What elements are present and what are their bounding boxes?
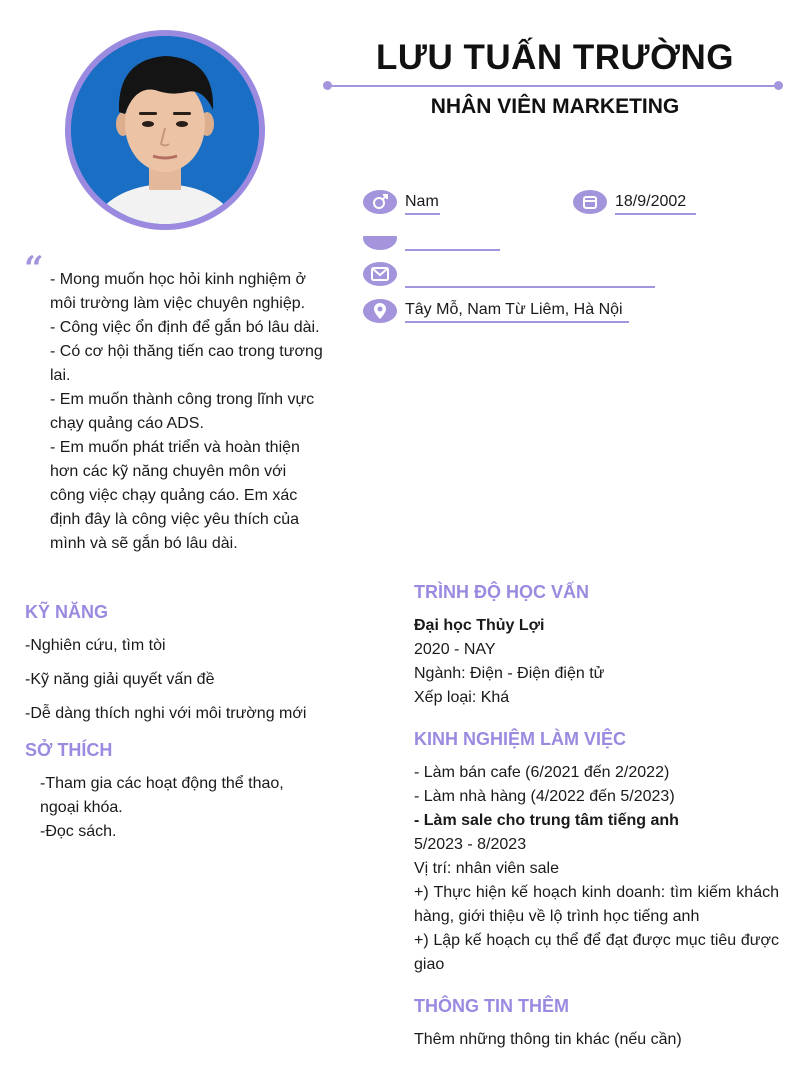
- education-heading: TRÌNH ĐỘ HỌC VẤN: [414, 582, 589, 602]
- hobby-item: -Đọc sách.: [40, 823, 117, 840]
- gender-icon: [363, 190, 397, 214]
- experience-period: 5/2023 - 8/2023: [414, 836, 527, 853]
- rule-dot-right: [774, 81, 783, 90]
- skill-item: -Nghiên cứu, tìm tòi: [25, 637, 166, 654]
- education-rank: Xếp loại: Khá: [414, 689, 510, 706]
- skill-item: -Kỹ năng giải quyết vấn đề: [25, 671, 215, 688]
- profile-photo: [71, 36, 259, 224]
- objective-line: - Có cơ hội thăng tiến cao trong tương lai.: [50, 343, 323, 384]
- email-underline: [405, 286, 655, 288]
- experience-job: - Làm nhà hàng (4/2022 đến 5/2023): [414, 788, 675, 805]
- extra-text: Thêm những thông tin khác (nếu cần): [414, 1031, 682, 1048]
- extra-heading: THÔNG TIN THÊM: [414, 996, 569, 1016]
- experience-task: +) Thực hiện kế hoạch kinh doanh: tìm kiếm khách hàng, giới thiệu về lộ trình học tiếng anh: [414, 884, 779, 925]
- profile-photo-frame: [65, 30, 265, 230]
- quote-icon: “: [24, 249, 44, 289]
- address-underline: [405, 321, 629, 323]
- skill-item: -Dễ dàng thích nghi với môi trường mới: [25, 705, 307, 722]
- experience-task: +) Lập kế hoạch cụ thể để đạt được mục tiêu được giao: [414, 932, 779, 973]
- hobby-item: -Tham gia các hoạt động thể thao, ngoại khóa.: [40, 775, 284, 816]
- experience-job: - Làm bán cafe (6/2021 đến 2/2022): [414, 764, 670, 781]
- gender-value: Nam: [405, 193, 439, 210]
- school-name: Đại học Thủy Lợi: [414, 617, 545, 634]
- birthday-underline: [615, 213, 696, 215]
- objective-line: - Công việc ổn định để gắn bó lâu dài.: [50, 319, 320, 336]
- experience-job-highlight: - Làm sale cho trung tâm tiếng anh: [414, 812, 679, 829]
- objective-line: - Em muốn thành công trong lĩnh vực chạy quảng cáo ADS.: [50, 391, 315, 432]
- address-value: Tây Mỗ, Nam Từ Liêm, Hà Nội: [405, 301, 623, 318]
- phone-icon: [363, 236, 397, 250]
- skills-heading: KỸ NĂNG: [25, 602, 109, 622]
- birthday-value: 18/9/2002: [615, 193, 687, 210]
- experience-position: Vị trí: nhân viên sale: [414, 860, 559, 877]
- birthday-icon: [573, 190, 607, 214]
- email-icon: [363, 262, 397, 286]
- hobbies-heading: SỞ THÍCH: [25, 740, 113, 760]
- objective-line: - Em muốn phát triển và hoàn thiện hơn các kỹ năng chuyên môn với công việc chạy quảng cáo. Em xác định đây là công việc yêu thích của mình và sẽ gắn bó lâu dài.: [50, 439, 300, 552]
- objective-line: - Mong muốn học hỏi kinh nghiệm ở môi trường làm việc chuyên nghiệp.: [50, 271, 306, 312]
- location-pin-icon: [363, 299, 397, 323]
- education-major: Ngành: Điện - Điện điện tử: [414, 665, 605, 682]
- candidate-name: LƯU TUẤN TRƯỜNG: [376, 38, 734, 77]
- experience-heading: KINH NGHIỆM LÀM VIỆC: [414, 729, 627, 749]
- phone-underline: [405, 249, 500, 251]
- candidate-role: NHÂN VIÊN MARKETING: [430, 95, 680, 118]
- header-divider: [328, 85, 778, 87]
- education-period: 2020 - NAY: [414, 641, 496, 658]
- career-objective: [50, 268, 325, 556]
- gender-underline: [405, 213, 440, 215]
- portrait-illustration: [71, 36, 259, 224]
